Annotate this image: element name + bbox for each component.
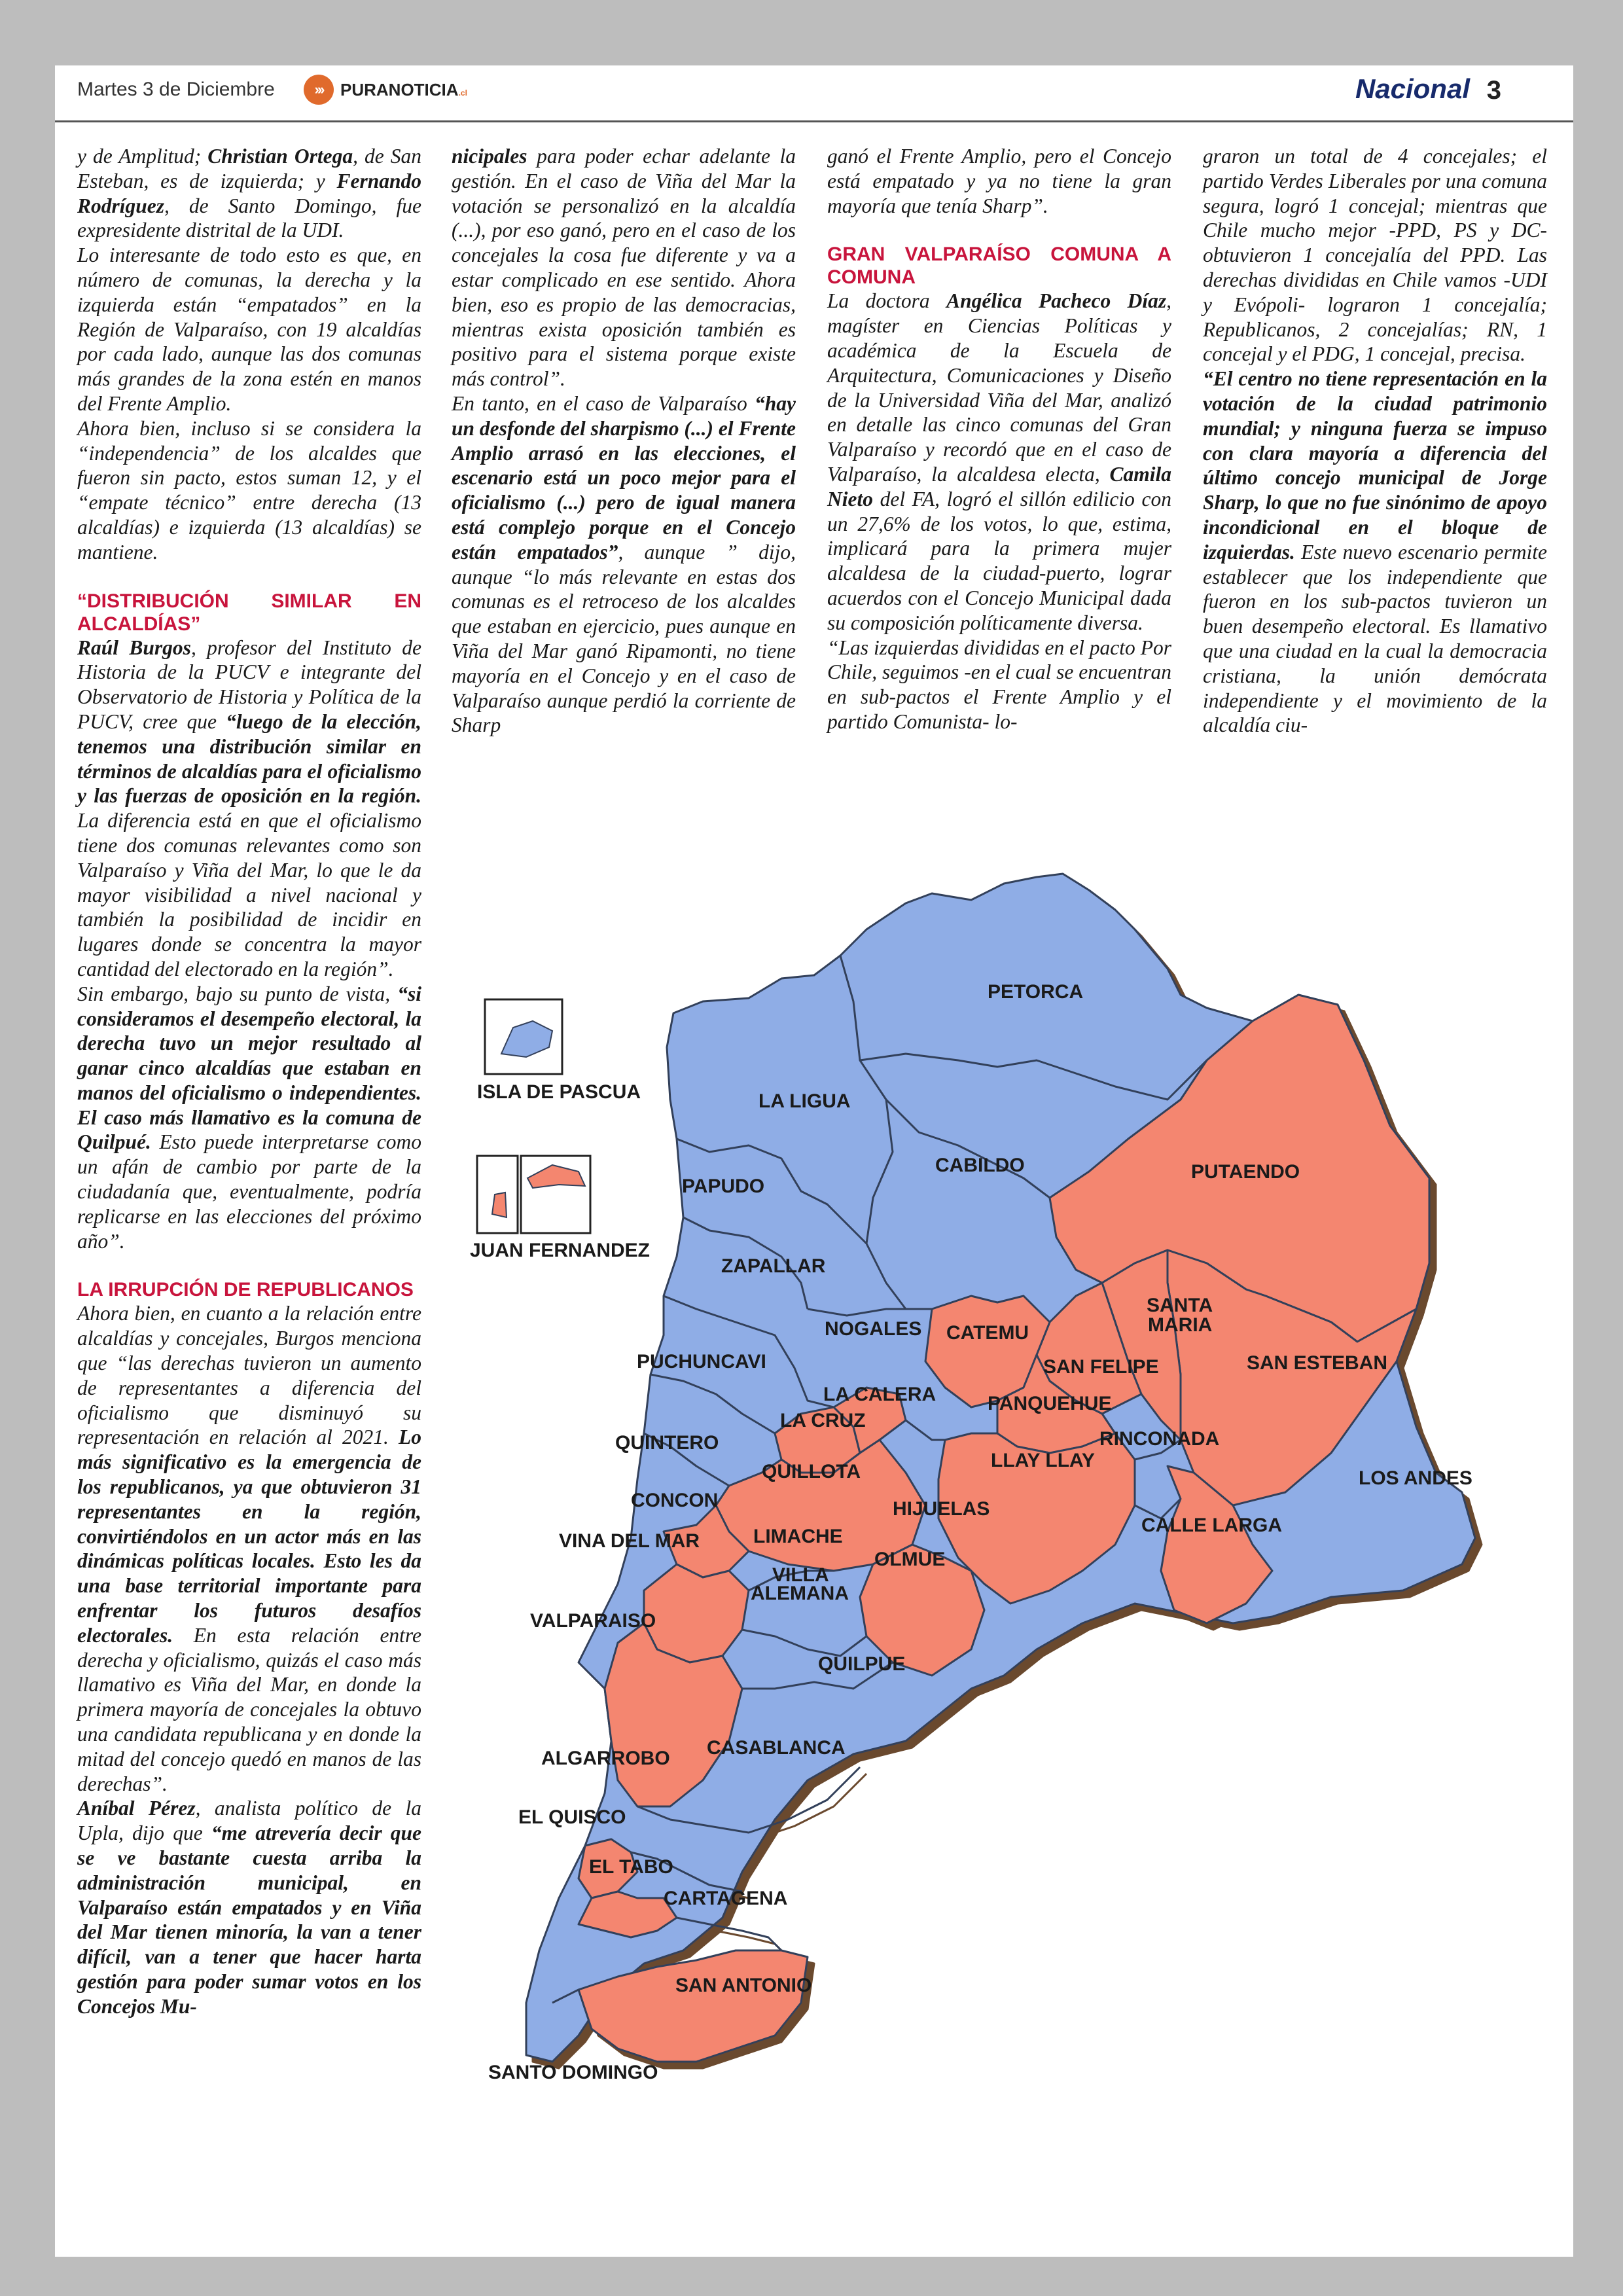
label-santo-domingo: SANTO DOMINGO — [488, 2062, 658, 2083]
label-el-quisco: EL QUISCO — [518, 1806, 626, 1828]
bold-run: “luego de la elección, tenemos una distribución similar en términos de alcaldías para el oficialismo y las fuerzas de oposición en la región. — [77, 709, 421, 808]
label-zapallar: ZAPALLAR — [721, 1255, 826, 1277]
newspaper-page — [55, 65, 1573, 2257]
bold-run: Lo más significativo es la emergencia de los republicanos, ya que obtuvieron 31 representantes en la región, convirtiéndolos en un actor más en las dinámicas políticas locales. Esto les da una base territorial importante para enfrentar los futuros desafíos electorales. — [77, 1426, 421, 1647]
text-run: Ahora bien, incluso si se considera la “independencia” de los alcaldes que fueron sin pacto, estos suman 12, y el “empate técnico” entre derecha (13 alcaldías) e izquierda (13 alcaldías) se mantiene. — [77, 416, 421, 564]
text-run: , de Santo Domingo, fue expresidente distrital de la UDI. — [77, 194, 421, 242]
label-hijuelas: HIJUELAS — [893, 1498, 990, 1520]
bold-run: Angélica Pacheco Díaz — [946, 289, 1167, 313]
label-san-antonio: SAN ANTONIO — [675, 1975, 812, 1996]
text-run: , magíster en Ciencias Políticas y académica de la Escuela de Arquitectura, Comunicaciones y Diseño de la Universidad Viña del Mar, analizó en detalle las cinco comunas del Gran Valparaíso y recordó que en el caso de Valparaíso, la alcaldesa electa, — [827, 289, 1171, 486]
text-run: , aunque ” dijo, aunque “lo más relevante en estas dos comunas es el retroceso de los alcaldes que estaban en ejercicio, pues aunque en Viña del Mar ganó Ripamonti, no tiene mayoría en el Concejo y en el caso de Valparaíso aunque perdió la corriente de Sharp — [452, 540, 796, 737]
label-quintero: QUINTERO — [615, 1432, 719, 1454]
label-la-cruz: LA CRUZ — [780, 1410, 866, 1431]
label-catemu: CATEMU — [946, 1322, 1029, 1344]
label-putaendo: PUTAENDO — [1191, 1161, 1300, 1183]
isla-de-pascua-label: ISLA DE PASCUA — [477, 1081, 641, 1103]
text-run: En tanto, en el caso de Valparaíso — [452, 391, 755, 415]
label-maria: MARIA — [1148, 1314, 1213, 1336]
label-limache: LIMACHE — [753, 1526, 843, 1547]
text-run: En esta relación entre derecha y oficialismo, quizás el caso más llamativo es Viña del Mar, en donde la primera mayoría de concejales la obtuvo una candidata republicana y en donde la mitad del concejo quedó en manos de las derechas”. — [77, 1623, 421, 1795]
label-vina-del-mar: VINA DEL MAR — [559, 1530, 700, 1552]
juan-fernandez-label: JUAN FERNANDEZ — [470, 1240, 651, 1261]
text-run: “Las izquierdas divididas en el pacto Por Chile, seguimos -en el cual se encuentran en sub-pactos el Frente Amplio y el partido Comunista- lo- — [827, 636, 1171, 733]
issue-date: Martes 3 de Diciembre — [77, 79, 275, 100]
text-run: ganó el Frente Amplio, pero el Concejo está empatado y ya no tiene la gran mayoría que tenía Sharp”. — [827, 145, 1171, 217]
label-cartagena: CARTAGENA — [664, 1888, 788, 1909]
bold-run: Camila Nieto — [827, 462, 1171, 511]
label-casablanca: CASABLANCA — [707, 1737, 846, 1759]
page-number: 3 — [1486, 76, 1501, 105]
text-run: GRAN VALPARAÍSO COMUNA A COMUNA — [827, 243, 1171, 289]
text-run: Esto puede interpretarse como un afán de cambio por parte de la ciudadanía que, eventualmente, podría replicarse en las elecciones del próximo año”. — [77, 1130, 421, 1253]
label-el-tabo: EL TABO — [589, 1856, 673, 1878]
label-papudo: PAPUDO — [682, 1175, 765, 1197]
label-valparaiso: VALPARAISO — [530, 1610, 656, 1632]
label-puchuncavi: PUCHUNCAVI — [637, 1351, 766, 1372]
label-san-felipe: SAN FELIPE — [1043, 1356, 1159, 1378]
logo-text: PURANOTICIA — [340, 79, 459, 99]
label-quilpue: QUILPUE — [818, 1653, 906, 1675]
label-petorca: PETORCA — [988, 981, 1084, 1003]
label-villa: VILLA — [772, 1564, 829, 1586]
text-run: del FA, logró el sillón edilicio con un 27,6% de los votos, lo que, estima, implicará para la primera mujer alcaldesa de la ciudad-puerto, lograr acuerdos con el Concejo Municipal dada su composición políticamente diversa. — [827, 487, 1171, 634]
bold-run: “hay un desfonde del sharpismo (...) el Frente Amplio arrasó en las elecciones, el escenario está un poco mejor para el oficialismo (...) pero de igual manera está complejo porque en el Concejo están empatados” — [452, 391, 796, 564]
label-la-ligua: LA LIGUA — [758, 1090, 851, 1112]
label-san-esteban: SAN ESTEBAN — [1247, 1352, 1388, 1374]
text-run: para poder echar adelante la gestión. En el caso de Viña del Mar la votación se personalizó en la alcaldía (...), por eso ganó, pero en el caso de los concejales la cosa fue diferente y va a estar complicado en ese sentido. Ahora bien, eso es propio de las democracias, mientras exista oposición también es positivo para el sistema porque existe más control”. — [452, 145, 796, 391]
logo-suffix: .cl — [458, 88, 467, 98]
text-run: Este nuevo escenario permite establecer que los independiente que fueron en los sub-pactos tuvieron un buen desempeño electoral. Es llamativo que una ciudad en la cual la democracia cristiana, la unión demócrata independiente y el movimiento de la alcaldía ciu- — [1203, 540, 1547, 737]
label-olmue: OLMUE — [874, 1549, 946, 1570]
label-concon: CONCON — [631, 1490, 719, 1511]
bold-run: “El centro no tiene representación en la votación de la ciudad patrimonio mundial; y ninguna fuerza se impuso con clara mayoría a diferencia del último concejo municipal de Jorge Sharp, lo que no fue sinónimo de apoyo incondicional en el bloque de izquierdas. — [1203, 367, 1547, 564]
label-los-andes: LOS ANDES — [1359, 1467, 1472, 1489]
text-run: , de San Esteban, es de izquierda; y — [77, 145, 421, 192]
label-panquehue: PANQUEHUE — [988, 1393, 1112, 1414]
bold-run: Aníbal Pérez — [77, 1797, 196, 1820]
text-run: “DISTRIBUCIÓN SIMILAR EN ALCALDÍAS” — [77, 590, 421, 635]
label-santa: SANTA — [1147, 1295, 1213, 1316]
text-run: , analista político de la Upla, dijo que — [77, 1797, 421, 1845]
label-alemana: ALEMANA — [751, 1583, 849, 1604]
text-run: Sin embargo, bajo su punto de vista, — [77, 982, 398, 1005]
text-run: LA IRRUPCIÓN DE REPUBLICANOS — [77, 1279, 414, 1301]
valparaiso-region-map — [55, 65, 1573, 2257]
text-run: graron un total de 4 concejales; el partido Verdes Liberales por una comuna segura, logró 1 concejal; mientras que Chile mucho mejor -PPD, PS y DC- obtuvieron 1 concejalía del PPD. Las derechas divididas en Chile vamos -UDI y Evópoli- lograron 1 concejalía; Republicanos, 2 concejalías; RN, 1 concejal y el PDG, 1 concejal, precisa. — [1203, 145, 1547, 366]
label-llay-llay: LLAY LLAY — [991, 1450, 1095, 1471]
text-run: y de Amplitud; — [77, 145, 208, 168]
bold-run: Fernando Rodríguez — [77, 169, 421, 217]
bold-run: “si consideramos el desempeño electoral, la derecha tuvo un mejor resultado al ganar cinco alcaldías que estaban en manos del oficialismo o independientes. El caso más llamativo es la comuna de Quilpué. — [77, 982, 421, 1154]
label-calle-larga: CALLE LARGA — [1141, 1515, 1282, 1536]
label-rinconada: RINCONADA — [1099, 1428, 1220, 1450]
bold-run: Raúl Burgos — [77, 636, 191, 659]
bold-run: Christian Ortega — [207, 145, 353, 168]
label-cabildo: CABILDO — [935, 1155, 1025, 1176]
section-name: Nacional — [1355, 73, 1470, 104]
bold-run: “me atrevería decir que se ve bastante cuesta arriba la administración municipal, en Valparaíso están empatados y en Viña del Mar tienen minoría, la van a tener difícil, van a tener que hacer harta gestión para poder sumar votos en los Concejos Mu- — [77, 1821, 421, 2018]
logo-chevrons-icon: ››› — [304, 75, 334, 105]
text-run: , profesor del Instituto de Historia de la PUCV e integrante del Observatorio de Historia y Política de la PUCV, cree que — [77, 636, 422, 733]
text-run: La diferencia está en que el oficialismo tiene dos comunas relevantes como son Valparaíso y Viña del Mar, lo que le da mayor visibilidad a nivel nacional y también la posibilidad de incidir en lugares donde se concentra la mayor cantidad del electorado en la región”. — [77, 809, 421, 980]
label-algarrobo: ALGARROBO — [541, 1748, 670, 1769]
text-run: Lo interesante de todo esto es que, en número de comunas, la derecha y la izquierda están “empatados” en la Región de Valparaíso, con 19 alcaldías por cada lado, aunque las dos comunas más grandes de la zona estén en manos del Frente Amplio. — [77, 243, 421, 415]
text-run: La doctora — [827, 289, 947, 313]
juan-fernandez-island-1 — [492, 1193, 507, 1217]
text-run: Ahora bien, en cuanto a la relación entre alcaldías y concejales, Burgos menciona que “las derechas tuvieron un aumento de representantes a diferencia del oficialismo que disminuyó su representación en relación al 2021. — [77, 1302, 421, 1449]
bold-run: nicipales — [452, 145, 527, 168]
label-nogales: NOGALES — [825, 1318, 922, 1340]
label-quillota: QUILLOTA — [762, 1461, 861, 1482]
label-la-calera: LA CALERA — [823, 1384, 936, 1405]
